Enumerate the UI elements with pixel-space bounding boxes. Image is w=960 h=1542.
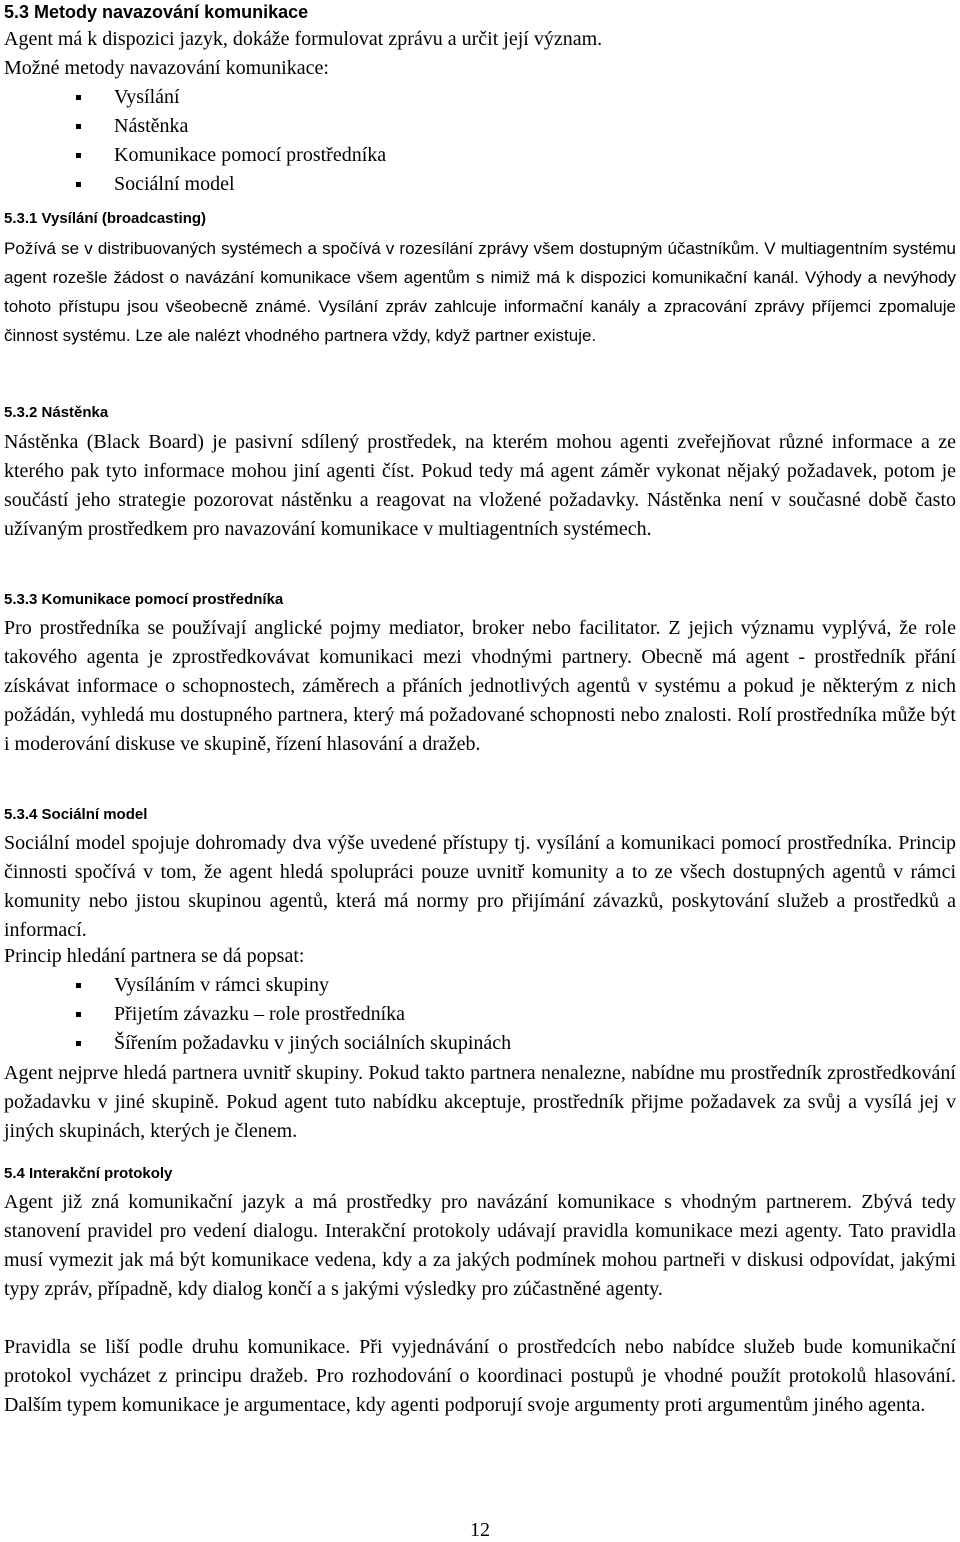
steps-list [4,971,956,1058]
intro-line-2: Možné metody navazování komunikace: [4,57,329,79]
section-heading-5-3-1: 5.3.1 Vysílání (broadcasting) [4,210,207,227]
bullet-icon [76,1012,81,1017]
section-heading-5-4: 5.4 Interakční protokoly [4,1165,173,1182]
list-item: Vysíláním v rámci skupiny [4,971,956,1000]
list-item: Sociální model [4,170,956,199]
paragraph-protocols-2: Pravidla se liší podle druhu komunikace. Při vyjednávání o prostředcích nebo nabídce služeb bude komunikační protokol vycházet z principu dražeb. Pro rozhodování o koordinaci postupů je vhodné použít protokolů hlasování. Dalším typem komunikace je argumentace, kdy agenti podporují svoje argumenty proti argumentům jiného agenta. [4,1336,956,1416]
paragraph-closing: Agent nejprve hledá partnera uvnitř skupiny. Pokud takto partnera nenalezne, nabídne mu prostředník zprostředkování požadavku v jiné skupině. Pokud agent tuto nabídku akceptuje, prostředník přijme požadavek za svůj a vysílá jej v jiných skupinách, kterých je členem. [4,1062,956,1142]
bullet-icon [76,124,81,129]
list-item: Šířením požadavku v jiných sociálních skupinách [4,1029,956,1058]
list-item: Vysílání [4,83,956,112]
section-heading-5-3-3: 5.3.3 Komunikace pomocí prostředníka [4,591,284,608]
section-heading-5-3-4: 5.3.4 Sociální model [4,806,148,823]
bullet-icon [76,182,81,187]
page-number: 12 [470,1519,490,1541]
paragraph-mediator: Pro prostředníka se používají anglické pojmy mediator, broker nebo facilitator. Z jejich významu vyplývá, že role takového agenta je zprostředkovávat komunikaci mezi vhodnými partnery. Obecně má agent - prostředník přání získávat informace o schopnostech, záměrech a přáních jednotlivých agentů v systému a pokud je některým z nich požádán, vyhledá mu dostupného partnera, který má požadované schopnosti nebo znalosti. Rolí prostředníka může být i moderování diskuse ve skupině, řízení hlasování a dražeb. [4,617,956,755]
bullet-icon [76,153,81,158]
list-item: Komunikace pomocí prostředníka [4,141,956,170]
list-intro: Princip hledání partnera se dá popsat: [4,945,305,967]
list-item: Nástěnka [4,112,956,141]
section-heading-5-3-2: 5.3.2 Nástěnka [4,404,109,421]
bullet-icon [76,1041,81,1046]
section-heading-5-3: 5.3 Metody navazování komunikace [4,2,309,22]
paragraph-protocols-1: Agent již zná komunikační jazyk a má prostředky pro navázání komunikace s vhodným partnerem. Zbývá tedy stanovení pravidel pro vedení dialogu. Interakční protokoly udávají pravidla komunikace mezi agenty. Tato pravidla musí vymezit jak má být komunikace vedena, kdy a za jakých podmínek mohou partneři v diskusi odpovídat, jakými typy zpráv, případně, kdy dialog končí a s jakými výsledky pro zúčastněné agenty. [4,1191,956,1300]
bullet-icon [76,95,81,100]
list-item: Přijetím závazku – role prostředníka [4,1000,956,1029]
bullet-icon [76,983,81,988]
intro-line-1: Agent má k dispozici jazyk, dokáže formulovat zprávu a určit její význam. [4,28,603,50]
paragraph-social-model: Sociální model spojuje dohromady dva výše uvedené přístupy tj. vysílání a komunikaci pomocí prostředníka. Princip činnosti spočívá v tom, že agent hledá spolupráci pouze uvnitř komunity a to ze všech dostupných agentů v rámci komunity nebo jistou skupinou agentů, která má normy pro přijímání závazků, poskytování služeb a prostředků a informací. [4,832,956,941]
paragraph-blackboard: Nástěnka (Black Board) je pasivní sdílený prostředek, na kterém mohou agenti zveřejňovat různé informace a ze kterého pak tyto informace mohou jiní agenti číst. Pokud tedy má agent záměr vykonat nějaký požadavek, potom je součástí jeho strategie pozorovat nástěnku a reagovat na vložené požadavky. Nástěnka není v současné době často užívaným prostředkem pro navazování komunikace v multiagentních systémech. [4,431,956,540]
methods-list [4,83,956,199]
paragraph-broadcasting: Požívá se v distribuovaných systémech a spočívá v rozesílání zprávy všem dostupným účastníkům. V multiagentním systému agent rozešle žádost o navázání komunikace všem agentům s nimiž má k dispozici komunikační kanál. Výhody a nevýhody tohoto přístupu jsou všeobecně známé. Vysílání zpráv zahlcuje informační kanály a zpracování zprávy příjemci zpomaluje činnost systému. Lze ale nalézt vhodného partnera vždy, když partner existuje. [4,239,956,345]
